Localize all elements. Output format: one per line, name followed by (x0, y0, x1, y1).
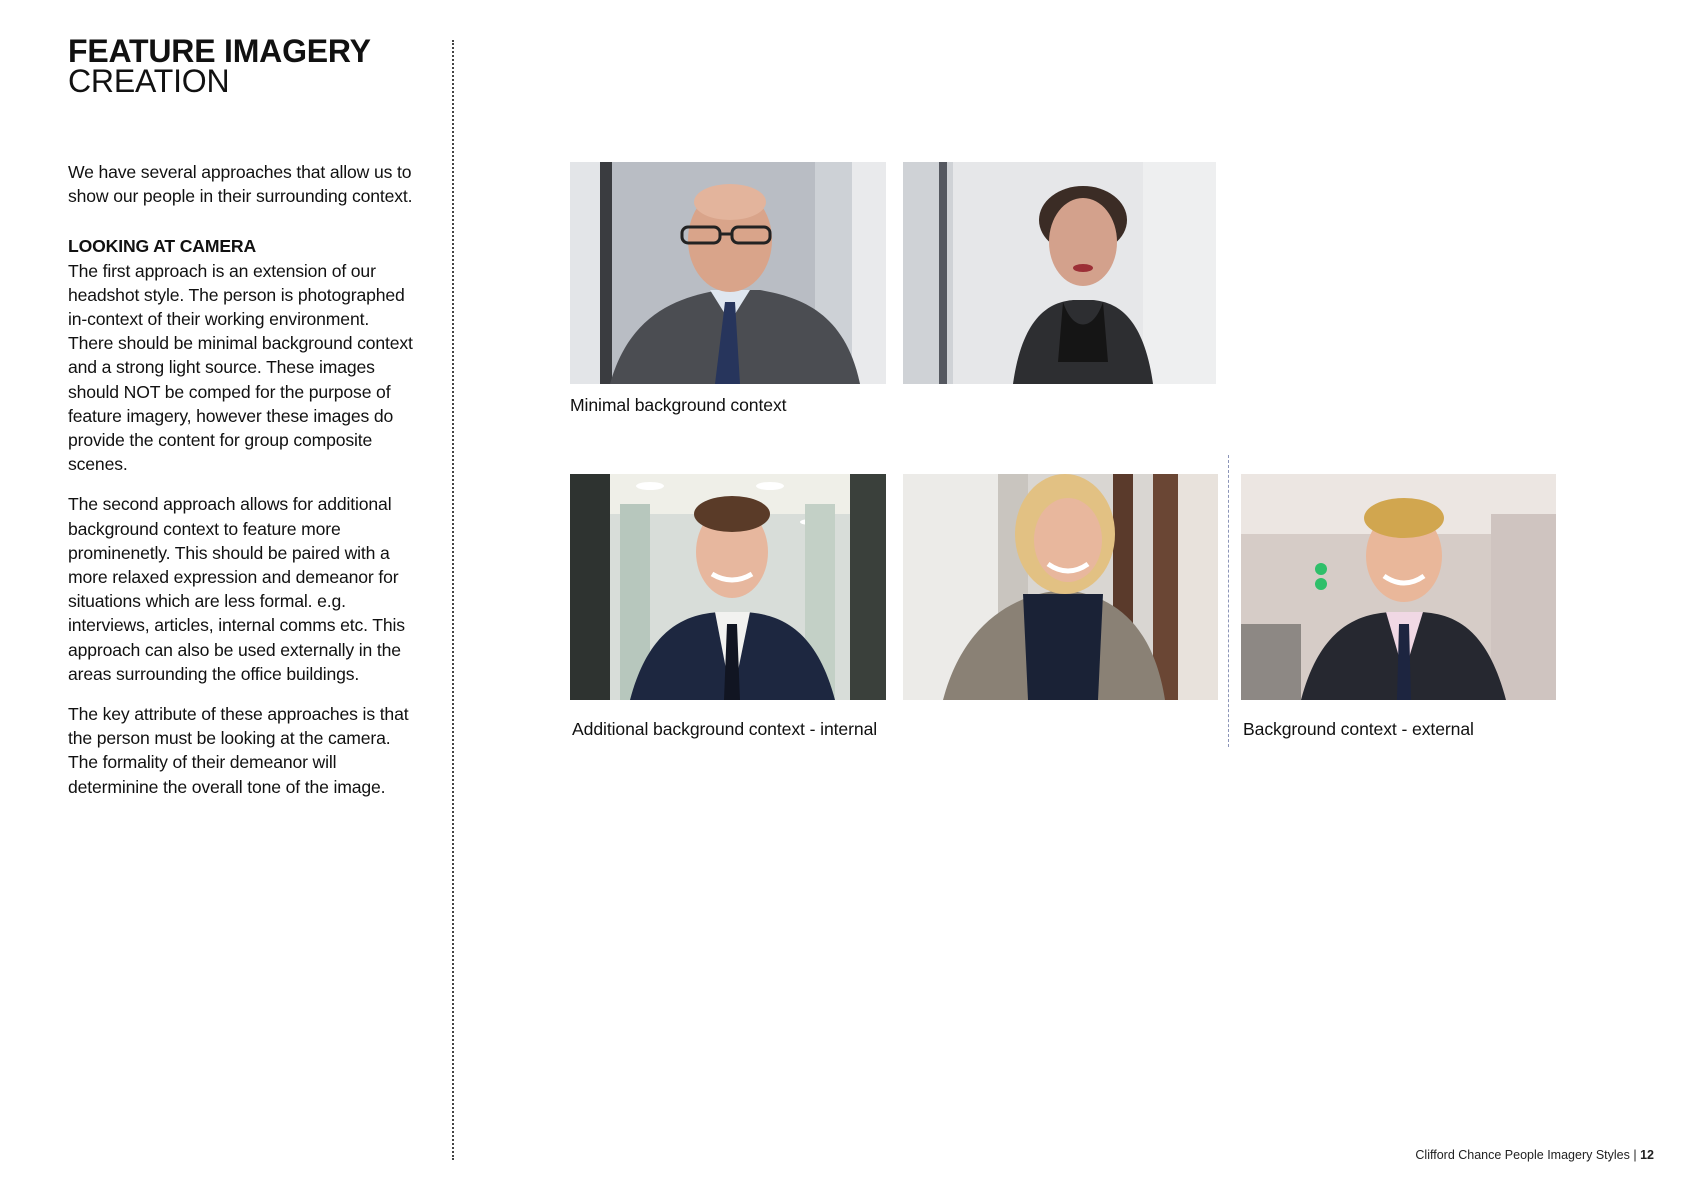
approach-one-paragraph: The first approach is an extension of our headshot style. The person is photographed in-context of their working environment. There should be minimal background context and a strong light source. These images should NOT be comped for the purpose of feature imagery, however these images do provide the content for group composite scenes. (68, 260, 413, 475)
portrait-photo-internal-man (570, 474, 886, 700)
page-number: 12 (1640, 1148, 1654, 1162)
approach-two-paragraph: The second approach allows for additional background context to feature more prominenetly. This should be paired with a more relaxed expression and demeanor for situations which are less formal. e.g. interviews, articles, internal comms etc. This approach can also be used externally in the areas surrounding the office buildings. (68, 494, 405, 684)
portrait-photo-minimal-man (570, 162, 886, 384)
section-subheading: LOOKING AT CAMERA (68, 236, 257, 257)
caption-external-context: Background context - external (1243, 719, 1474, 739)
footer-separator: | (1633, 1148, 1637, 1162)
portrait-photo-external-man (1241, 474, 1556, 700)
external-section-divider (1228, 455, 1229, 747)
caption-minimal-context: Minimal background context (570, 395, 787, 415)
caption-internal-context: Additional background context - internal (572, 719, 878, 739)
page-title (68, 33, 371, 99)
page-title-bold: FEATURE IMAGERY (68, 33, 371, 69)
key-attribute-paragraph: The key attribute of these approaches is that the person must be looking at the camera. The formality of their demeanor will determinine the overall tone of the image. (68, 704, 409, 797)
column-divider (452, 40, 454, 1160)
intro-paragraph: We have several approaches that allow us to show our people in their surrounding context. (68, 162, 413, 207)
portrait-photo-minimal-woman (903, 162, 1216, 384)
portrait-photo-internal-woman (903, 474, 1218, 700)
page-title-light: CREATION (68, 63, 230, 99)
page-footer (1415, 1147, 1654, 1163)
body-copy (68, 160, 413, 799)
footer-document-title: Clifford Chance People Imagery Styles (1415, 1148, 1630, 1162)
